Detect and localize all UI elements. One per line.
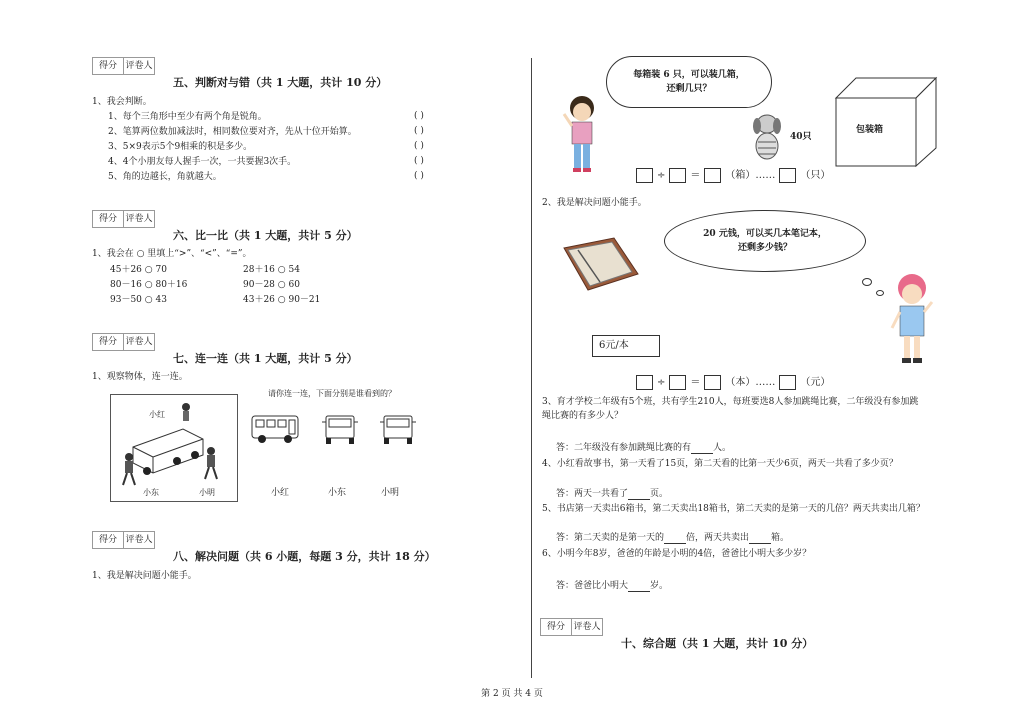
score-box <box>92 57 155 75</box>
score-label: 得分 <box>93 58 124 74</box>
score-label: 得分 <box>93 334 124 350</box>
q3-text-line1: 3、育才学校二年级有5个班，共有学生210人，每班要选8人参加跳绳比赛，二年级没有参加跳 <box>542 397 919 407</box>
answer-box[interactable] <box>704 168 721 183</box>
connect-prompt: 请你连一连，下面分别是谁看到的？ <box>268 389 396 398</box>
answer-blank[interactable] <box>628 489 650 500</box>
answer-suffix: 页。 <box>650 489 669 499</box>
compare-item[interactable]: 90－28 ○ 60 <box>243 280 300 290</box>
bus-side-view[interactable] <box>250 412 302 446</box>
answer-blank[interactable] <box>628 581 650 592</box>
toy-dog-icon <box>748 112 786 162</box>
answer-prefix: 答：第二天卖的是第一天的 <box>556 533 665 543</box>
compare-item[interactable]: 43＋26 ○ 90－21 <box>243 295 321 305</box>
answer-box[interactable] <box>636 168 653 183</box>
answer-box[interactable] <box>669 168 686 183</box>
divide-sign: ÷ <box>657 170 666 181</box>
sec5-item-3: 3、5×9表示5个9相乘的积是多少。 <box>108 142 253 152</box>
notebook-icon <box>556 236 642 294</box>
q5-text: 5、书店第一天卖出6箱书，第二天卖出18箱书，第二天卖的是第一天的几倍？两天共卖出几箱？ <box>542 504 925 514</box>
answer-prefix: 答：两天一共看了 <box>556 489 629 499</box>
answer-paren[interactable]: ( ) <box>414 156 424 166</box>
sec5-item-5: 5、角的边越长，角就越大。 <box>108 172 222 182</box>
score-label: 得分 <box>93 532 124 548</box>
grader-label: 评卷人 <box>125 535 153 545</box>
section-6-title: 六、比一比（共 1 大题，共计 5 分） <box>173 229 358 242</box>
bubble-2-text: 20 元钱，可以买几本笔记本，还剩多少钱？ <box>703 229 827 253</box>
q2-text: 2、我是解决问题小能手。 <box>542 198 647 208</box>
compare-item[interactable]: 28＋16 ○ 54 <box>243 265 300 275</box>
page-footer: 第 2 页 共 4 页 <box>481 689 543 699</box>
answer-box[interactable] <box>704 375 721 390</box>
compare-item[interactable]: 93－50 ○ 43 <box>110 295 167 305</box>
dog-count-label: 40只 <box>790 132 812 142</box>
grader-label: 评卷人 <box>573 622 601 632</box>
girl-2-illustration <box>888 272 936 368</box>
score-label: 得分 <box>93 211 124 227</box>
divide-sign: ÷ <box>657 377 666 388</box>
speech-bubble-2 <box>664 210 866 272</box>
grader-label: 评卷人 <box>125 61 153 71</box>
pic-label-xiaodong: 小东 <box>143 488 159 497</box>
answer-paren[interactable]: ( ) <box>414 141 424 151</box>
sec5-item-1: 1、每个三角形中至少有两个角是锐角。 <box>108 112 267 122</box>
sec5-item-2: 2、笔算两位数加减法时，相同数位要对齐，先从十位开始算。 <box>108 127 357 137</box>
speech-bubble-1 <box>606 56 772 108</box>
name-xiaohong: 小红 <box>271 488 290 498</box>
q3-answer <box>556 442 731 454</box>
bus-front-view[interactable] <box>320 412 360 446</box>
compare-item[interactable]: 80－16 ○ 80＋16 <box>110 280 188 290</box>
sec6-question: 1、我会在 ○ 里填上“>”、“<”、“=”。 <box>92 249 252 259</box>
answer-paren[interactable]: ( ) <box>414 111 424 121</box>
bubble-1-text: 每箱装 6 只，可以装几箱，还剩几只？ <box>633 70 745 94</box>
q6-text: 6、小明今年8岁，爸爸的年龄是小明的4倍，爸爸比小明大多少岁？ <box>542 549 812 559</box>
section-8-title: 八、解决问题（共 6 小题，每题 3 分，共计 18 分） <box>173 550 436 563</box>
score-box <box>92 333 155 351</box>
score-box <box>92 210 155 228</box>
pic-label-xiaohong: 小红 <box>149 410 165 419</box>
q5-answer <box>556 532 789 544</box>
score-box <box>540 618 603 636</box>
unit-pieces: （只） <box>800 170 831 181</box>
thought-dot <box>862 278 872 286</box>
girl-illustration <box>562 92 604 180</box>
answer-box[interactable] <box>779 375 796 390</box>
q3-text-line2: 绳比赛的有多少人？ <box>542 411 624 421</box>
unit-books: （本）…… <box>725 377 776 388</box>
answer-middle: 倍，两天共卖出 <box>686 533 750 543</box>
answer-suffix: 箱。 <box>771 533 790 543</box>
answer-box[interactable] <box>779 168 796 183</box>
price-tag: 6元/本 <box>592 335 660 357</box>
score-label: 得分 <box>541 619 572 635</box>
answer-blank[interactable] <box>664 533 686 544</box>
bus-scene-illustration <box>111 395 237 501</box>
equals-sign: ＝ <box>690 170 701 181</box>
pic-label-xiaoming: 小明 <box>199 488 215 497</box>
answer-suffix: 岁。 <box>650 581 669 591</box>
q4-answer <box>556 488 668 500</box>
column-divider <box>531 58 532 678</box>
answer-box[interactable] <box>669 375 686 390</box>
section-7-title: 七、连一连（共 1 大题，共计 5 分） <box>173 352 358 365</box>
q4-text: 4、小红看故事书，第一天看了15页，第二天看的比第一天少6页，两天一共看了多少页？ <box>542 459 898 469</box>
unit-yuan: （元） <box>800 377 831 388</box>
answer-paren[interactable]: ( ) <box>414 171 424 181</box>
answer-prefix: 答：二年级没有参加跳绳比赛的有 <box>556 443 692 453</box>
answer-prefix: 答：爸爸比小明大 <box>556 581 629 591</box>
section-5-title: 五、判断对与错（共 1 大题，共计 10 分） <box>173 76 388 89</box>
observation-picture <box>110 394 238 502</box>
grader-label: 评卷人 <box>125 337 153 347</box>
q6-answer <box>556 580 668 592</box>
equation-2 <box>636 375 830 390</box>
section-10-title: 十、综合题（共 1 大题，共计 10 分） <box>621 637 814 650</box>
sec5-item-4: 4、4个小朋友每人握手一次，一共要握3次手。 <box>108 157 297 167</box>
box-label: 包装箱 <box>856 125 884 135</box>
sec5-question: 1、我会判断。 <box>92 97 152 107</box>
sec7-question: 1、观察物体，连一连。 <box>92 372 188 382</box>
answer-blank[interactable] <box>691 443 713 454</box>
packing-box-icon <box>834 76 938 168</box>
score-box <box>92 531 155 549</box>
answer-blank[interactable] <box>749 533 771 544</box>
equation-1 <box>636 168 830 183</box>
answer-box[interactable] <box>636 375 653 390</box>
answer-suffix: 人。 <box>713 443 732 453</box>
bus-back-view[interactable] <box>378 412 418 446</box>
name-xiaoming: 小明 <box>381 488 400 498</box>
unit-boxes: （箱）…… <box>725 170 776 181</box>
compare-item[interactable]: 45＋26 ○ 70 <box>110 265 167 275</box>
grader-label: 评卷人 <box>125 214 153 224</box>
thought-dot <box>876 290 884 296</box>
name-xiaodong: 小东 <box>328 488 347 498</box>
equals-sign: ＝ <box>690 377 701 388</box>
sec8-question: 1、我是解决问题小能手。 <box>92 571 197 581</box>
answer-paren[interactable]: ( ) <box>414 126 424 136</box>
